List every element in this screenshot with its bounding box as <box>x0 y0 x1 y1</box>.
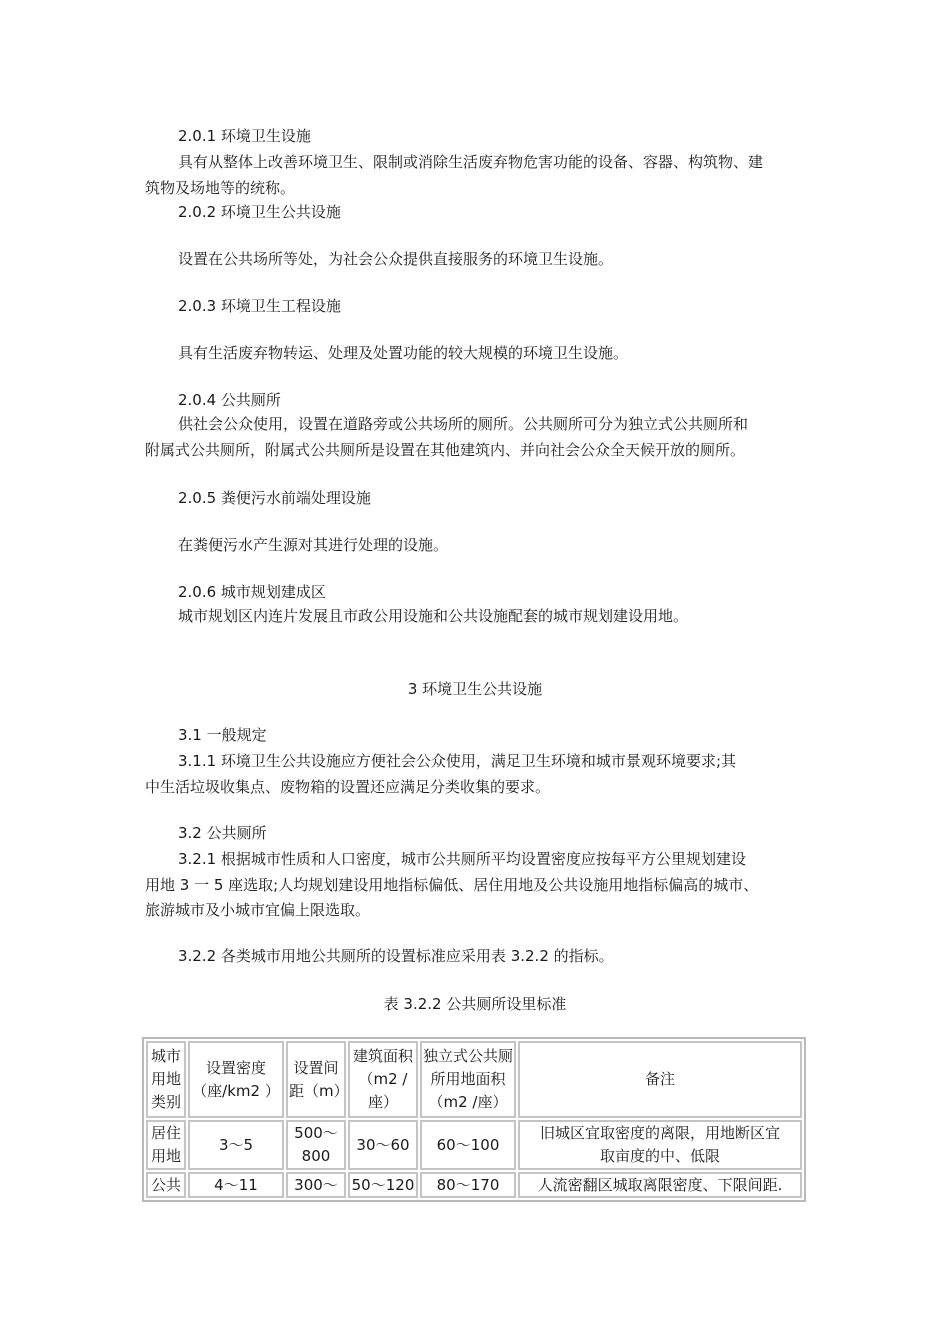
definition-body: 具有生活废弃物转运、处理及处置功能的较大规模的环境卫生设施。 <box>178 344 629 362</box>
clause-text: 3.1.1 环境卫生公共设施应方便社会公众使用，满足卫生环境和城市景观环境要求;其 <box>178 752 736 770</box>
clause-text: 用地 3 一 5 座选取;人均规划建设用地指标偏低、居住用地及公共设施用地指标偏高的城市、 <box>145 876 759 894</box>
header-cell: 独立式公共厕 所用地面积 （m2 /座） <box>420 1041 516 1118</box>
clause-text: 旅游城市及小城市宜偏上限选取。 <box>145 901 371 919</box>
toilet-standard-table <box>142 1037 806 1202</box>
definition-body: 具有从整体上改善环境卫生、限制或消除生活废弃物危害功能的设备、容器、构筑物、建 <box>178 153 764 171</box>
table-caption: 表 3.2.2 公共厕所设里标准 <box>383 995 567 1013</box>
table-cell: 50～120 <box>348 1172 418 1198</box>
clause-text: 中生活垃圾收集点、废物箱的设置还应满足分类收集的要求。 <box>145 778 551 796</box>
clause-text: 3.2.1 根据城市性质和人口密度，城市公共厕所平均设置密度应按每平方公里规划建设 <box>178 850 746 868</box>
section-heading: 3.2 公共厕所 <box>178 824 267 842</box>
table-row <box>146 1172 802 1198</box>
table-header-row <box>146 1041 802 1118</box>
definition-heading: 2.0.6 城市规划建成区 <box>178 583 326 601</box>
table-cell: 居住 用地 <box>146 1120 186 1170</box>
header-cell: 建筑面积 （m2 /座） <box>348 1041 418 1118</box>
definition-body: 设置在公共场所等处，为社会公众提供直接服务的环境卫生设施。 <box>178 250 614 268</box>
definition-heading: 2.0.4 公共厕所 <box>178 391 281 409</box>
definition-body: 筑物及场地等的统称。 <box>145 179 296 197</box>
table-cell: 旧城区宜取密度的离限，用地断区宜 取亩度的中、低限 <box>518 1120 802 1170</box>
clause-text: 3.2.2 各类城市用地公共厕所的设置标准应采用表 3.2.2 的指标。 <box>178 947 614 965</box>
definition-heading: 2.0.3 环境卫生工程设施 <box>178 297 341 315</box>
table-cell: 80～170 <box>420 1172 516 1198</box>
definition-body: 城市规划区内连片发展且市政公用设施和公共设施配套的城市规划建设用地。 <box>178 607 689 625</box>
table-cell: 300～ <box>286 1172 346 1198</box>
definition-heading: 2.0.2 环境卫生公共设施 <box>178 203 341 221</box>
table-cell: 人流密翻区城取离限密度、下限间距. <box>518 1172 802 1198</box>
definition-body: 在粪便污水产生源对其进行处理的设施。 <box>178 536 449 554</box>
definition-heading: 2.0.1 环境卫生设施 <box>178 127 311 145</box>
section-heading: 3.1 一般规定 <box>178 726 267 744</box>
header-cell: 设置密度 （座/km2 ） <box>188 1041 284 1118</box>
table-cell: 公共 <box>146 1172 186 1198</box>
table-row <box>146 1120 802 1170</box>
table-cell: 3～5 <box>188 1120 284 1170</box>
header-cell: 城市 用地 类别 <box>146 1041 186 1118</box>
definition-body: 附属式公共厕所，附属式公共厕所是设置在其他建筑内、并向社会公众全天候开放的厕所。 <box>145 441 746 459</box>
header-cell: 设置间 距（m） <box>286 1041 346 1118</box>
header-cell: 备注 <box>518 1041 802 1118</box>
definition-heading: 2.0.5 粪便污水前端处理设施 <box>178 489 371 507</box>
table-cell: 30～60 <box>348 1120 418 1170</box>
table-cell: 4～11 <box>188 1172 284 1198</box>
definition-body: 供社会公众使用，设置在道路旁或公共场所的厕所。公共厕所可分为独立式公共厕所和 <box>178 415 749 433</box>
table-cell: 60～100 <box>420 1120 516 1170</box>
chapter-title: 3 环境卫生公共设施 <box>407 680 543 698</box>
table-cell: 500～ 800 <box>286 1120 346 1170</box>
